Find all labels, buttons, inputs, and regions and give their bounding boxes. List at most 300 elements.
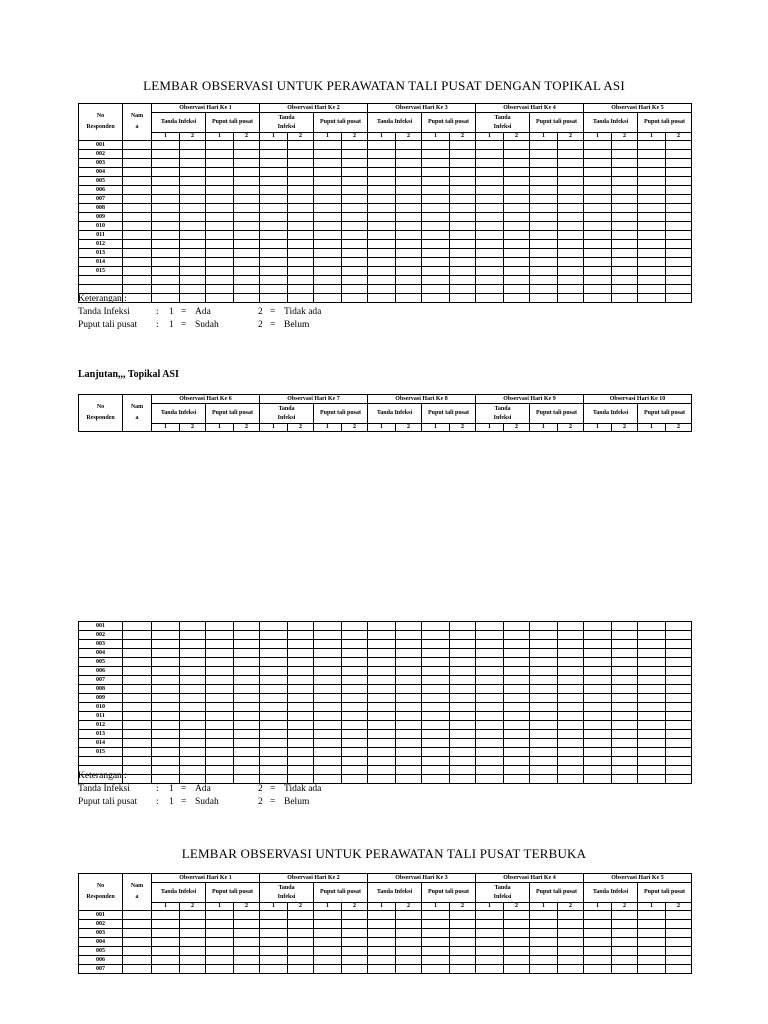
data-cell (152, 658, 180, 667)
responden-number: 012 (79, 721, 123, 730)
data-cell (530, 285, 558, 294)
header-row-categories (79, 404, 692, 424)
data-cell (666, 920, 692, 929)
table-row (79, 929, 692, 938)
data-cell (152, 956, 180, 965)
data-cell (558, 204, 584, 213)
data-cell (504, 168, 530, 177)
data-cell (180, 649, 206, 658)
data-cell (206, 249, 234, 258)
data-cell (342, 730, 368, 739)
data-cell (396, 911, 422, 920)
data-cell (612, 150, 638, 159)
data-cell (260, 276, 288, 285)
data-cell (314, 204, 342, 213)
data-cell (558, 240, 584, 249)
data-cell (666, 622, 692, 631)
data-cell (558, 748, 584, 757)
data-cell (638, 911, 666, 920)
data-cell (288, 739, 314, 748)
data-cell (368, 920, 396, 929)
data-cell (342, 640, 368, 649)
subcol-1: 1 (260, 133, 288, 141)
data-cell (558, 712, 584, 721)
data-cell (206, 965, 234, 974)
data-cell (504, 938, 530, 947)
data-cell (368, 213, 396, 222)
data-cell (234, 667, 260, 676)
data-cell (584, 640, 612, 649)
data-cell (314, 168, 342, 177)
responden-number: 013 (79, 249, 123, 258)
nama-label-bottom: a (135, 894, 139, 900)
data-cell (530, 920, 558, 929)
data-cell (152, 150, 180, 159)
data-cell (504, 694, 530, 703)
data-cell (584, 213, 612, 222)
data-cell (123, 938, 152, 947)
data-cell (368, 649, 396, 658)
responden-label: Responden (86, 124, 115, 130)
data-cell (530, 667, 558, 676)
legend-colon: : (156, 307, 159, 317)
table-row (79, 658, 692, 667)
data-cell (504, 222, 530, 231)
data-cell (314, 231, 342, 240)
data-cell (504, 920, 530, 929)
tanda-infeksi-header: Tanda Infeksi (368, 113, 422, 133)
puput-tali-pusat-header: Puput tali pusat (422, 883, 476, 903)
data-cell (558, 649, 584, 658)
data-cell (368, 141, 396, 150)
table-row-empty (79, 766, 692, 775)
subcol-2: 2 (504, 133, 530, 141)
data-cell (260, 267, 288, 276)
data-cell (123, 649, 152, 658)
subcol-2: 2 (666, 424, 692, 432)
data-cell (584, 294, 612, 303)
table-row (79, 159, 692, 168)
data-cell (123, 739, 152, 748)
data-cell (288, 159, 314, 168)
puput-tali-pusat-header: Puput tali pusat (422, 113, 476, 133)
data-cell (612, 285, 638, 294)
data-cell (558, 766, 584, 775)
data-cell (476, 294, 504, 303)
data-cell (152, 622, 180, 631)
data-cell (638, 739, 666, 748)
subcol-2: 2 (180, 903, 206, 911)
data-cell (260, 240, 288, 249)
data-cell (314, 649, 342, 658)
puput-tali-pusat-header: Puput tali pusat (206, 404, 260, 424)
data-cell (314, 766, 342, 775)
data-cell (123, 222, 152, 231)
no-responden-header (79, 395, 123, 432)
data-cell (342, 712, 368, 721)
subcol-1: 1 (422, 133, 450, 141)
data-cell (260, 685, 288, 694)
data-cell (638, 703, 666, 712)
data-cell (180, 159, 206, 168)
header-row-days (79, 874, 692, 883)
data-cell (422, 186, 450, 195)
data-cell (342, 938, 368, 947)
data-cell (342, 748, 368, 757)
data-cell (450, 920, 476, 929)
subcol-2: 2 (234, 424, 260, 432)
data-cell (288, 748, 314, 757)
data-cell (558, 667, 584, 676)
infeksi-label: Infeksi (277, 123, 296, 130)
data-cell (396, 676, 422, 685)
data-cell (288, 929, 314, 938)
responden-number: 002 (79, 631, 123, 640)
data-cell (180, 911, 206, 920)
data-cell (368, 703, 396, 712)
data-cell (476, 213, 504, 222)
data-cell (584, 141, 612, 150)
data-cell (342, 141, 368, 150)
data-cell (558, 947, 584, 956)
legend-value-2: Tidak ada (284, 784, 322, 794)
data-cell (666, 712, 692, 721)
data-cell (476, 159, 504, 168)
data-cell (396, 294, 422, 303)
data-cell (504, 956, 530, 965)
data-cell (530, 947, 558, 956)
data-cell (558, 757, 584, 766)
subcol-2: 2 (342, 903, 368, 911)
no-label: No (96, 404, 105, 410)
puput-tali-pusat-header: Puput tali pusat (422, 404, 476, 424)
data-cell (152, 694, 180, 703)
data-cell (396, 748, 422, 757)
data-cell (638, 766, 666, 775)
table-row (79, 694, 692, 703)
data-cell (666, 965, 692, 974)
day-header: Observasi Hari Ke 3 (368, 104, 476, 113)
data-cell (450, 276, 476, 285)
data-cell (476, 947, 504, 956)
data-cell (450, 159, 476, 168)
data-cell (612, 622, 638, 631)
data-cell (450, 703, 476, 712)
data-cell (234, 222, 260, 231)
data-cell (476, 766, 504, 775)
data-cell (342, 956, 368, 965)
data-cell (260, 703, 288, 712)
data-cell (530, 240, 558, 249)
table-row (79, 649, 692, 658)
data-cell (368, 929, 396, 938)
data-cell (504, 276, 530, 285)
data-cell (180, 141, 206, 150)
data-cell (180, 231, 206, 240)
header-row-subcolumns (79, 133, 692, 141)
data-cell (558, 168, 584, 177)
data-cell (638, 712, 666, 721)
subcol-2: 2 (558, 424, 584, 432)
data-cell (666, 285, 692, 294)
day-header: Observasi Hari Ke 2 (260, 874, 368, 883)
data-cell (368, 694, 396, 703)
responden-number: 003 (79, 929, 123, 938)
data-cell (396, 631, 422, 640)
data-cell (530, 622, 558, 631)
data-cell (584, 649, 612, 658)
data-cell (260, 929, 288, 938)
data-cell (152, 159, 180, 168)
data-cell (422, 920, 450, 929)
responden-number: 004 (79, 649, 123, 658)
data-cell (638, 622, 666, 631)
data-cell (558, 730, 584, 739)
data-cell (612, 965, 638, 974)
data-cell (396, 929, 422, 938)
data-cell (342, 685, 368, 694)
data-cell (152, 739, 180, 748)
data-cell (152, 141, 180, 150)
data-cell (260, 956, 288, 965)
data-cell (206, 141, 234, 150)
data-cell (314, 947, 342, 956)
data-cell (476, 721, 504, 730)
data-cell (450, 775, 476, 784)
data-cell (504, 186, 530, 195)
data-cell (584, 694, 612, 703)
data-cell (180, 676, 206, 685)
data-cell (504, 658, 530, 667)
puput-tali-pusat-header: Puput tali pusat (314, 404, 368, 424)
data-cell (152, 965, 180, 974)
data-cell (180, 213, 206, 222)
data-cell (530, 685, 558, 694)
data-cell (314, 240, 342, 249)
data-cell (180, 195, 206, 204)
data-cell (638, 658, 666, 667)
subcol-2: 2 (180, 133, 206, 141)
data-cell (476, 920, 504, 929)
data-cell (558, 739, 584, 748)
data-cell (342, 249, 368, 258)
data-cell (530, 195, 558, 204)
data-cell (450, 947, 476, 956)
data-cell (422, 294, 450, 303)
data-cell (396, 285, 422, 294)
data-cell (260, 204, 288, 213)
tanda-label: Tanda (278, 114, 295, 121)
data-cell (638, 685, 666, 694)
data-cell (450, 186, 476, 195)
data-cell (476, 285, 504, 294)
data-cell (638, 947, 666, 956)
data-cell (666, 730, 692, 739)
data-cell (152, 703, 180, 712)
keterangan-label: Keterangan : (78, 294, 127, 304)
data-cell (476, 965, 504, 974)
data-cell (504, 213, 530, 222)
legend-code-2: 2 (258, 797, 263, 807)
data-cell (530, 703, 558, 712)
subcol-2: 2 (396, 903, 422, 911)
data-cell (206, 947, 234, 956)
data-cell (152, 766, 180, 775)
subcol-2: 2 (612, 133, 638, 141)
data-cell (206, 294, 234, 303)
data-cell (368, 739, 396, 748)
data-cell (666, 766, 692, 775)
data-cell (368, 658, 396, 667)
data-cell (612, 911, 638, 920)
data-cell (314, 938, 342, 947)
data-cell (288, 694, 314, 703)
data-cell (342, 186, 368, 195)
data-cell (638, 956, 666, 965)
table-row (79, 240, 692, 249)
data-cell (152, 231, 180, 240)
day-header: Observasi Hari Ke 7 (260, 395, 368, 404)
data-cell (558, 159, 584, 168)
data-cell (530, 258, 558, 267)
data-cell (666, 739, 692, 748)
data-cell (342, 276, 368, 285)
subcol-2: 2 (558, 133, 584, 141)
table-row (79, 938, 692, 947)
data-cell (450, 721, 476, 730)
data-cell (638, 676, 666, 685)
data-cell (206, 920, 234, 929)
data-cell (206, 240, 234, 249)
data-cell (260, 222, 288, 231)
data-cell (612, 213, 638, 222)
responden-number: 008 (79, 685, 123, 694)
data-cell (584, 766, 612, 775)
data-cell (260, 141, 288, 150)
data-cell (612, 730, 638, 739)
data-cell (530, 712, 558, 721)
data-cell (342, 766, 368, 775)
data-cell (342, 222, 368, 231)
data-cell (123, 685, 152, 694)
legend-equals: = (181, 797, 187, 807)
data-cell (584, 249, 612, 258)
header-row-categories (79, 113, 692, 133)
data-cell (666, 757, 692, 766)
subcol-1: 1 (638, 903, 666, 911)
data-cell (206, 956, 234, 965)
data-cell (206, 929, 234, 938)
data-cell (504, 195, 530, 204)
responden-number: 001 (79, 622, 123, 631)
data-cell (123, 631, 152, 640)
header-row-days (79, 395, 692, 404)
data-cell (342, 965, 368, 974)
data-cell (234, 775, 260, 784)
data-cell (288, 204, 314, 213)
data-cell (368, 721, 396, 730)
data-cell (530, 956, 558, 965)
subcol-2: 2 (396, 424, 422, 432)
data-cell (234, 186, 260, 195)
day-header: Observasi Hari Ke 4 (476, 874, 584, 883)
data-cell (476, 195, 504, 204)
data-cell (504, 766, 530, 775)
data-cell (342, 694, 368, 703)
responden-number: 005 (79, 658, 123, 667)
data-cell (123, 721, 152, 730)
data-cell (180, 204, 206, 213)
data-cell (180, 965, 206, 974)
data-cell (368, 195, 396, 204)
data-cell (234, 240, 260, 249)
data-cell (234, 947, 260, 956)
data-cell (558, 150, 584, 159)
data-cell (368, 258, 396, 267)
data-cell (288, 168, 314, 177)
subcol-1: 1 (422, 903, 450, 911)
data-cell (123, 703, 152, 712)
data-cell (314, 712, 342, 721)
puput-tali-pusat-header: Puput tali pusat (530, 404, 584, 424)
data-cell (152, 195, 180, 204)
data-cell (314, 929, 342, 938)
data-cell (396, 267, 422, 276)
data-cell (612, 294, 638, 303)
data-cell (422, 748, 450, 757)
data-cell (342, 204, 368, 213)
subcol-2: 2 (612, 903, 638, 911)
data-cell (422, 929, 450, 938)
subcol-1: 1 (530, 903, 558, 911)
data-cell (638, 186, 666, 195)
observation-table (78, 394, 692, 432)
data-cell (666, 294, 692, 303)
data-cell (180, 766, 206, 775)
data-cell (152, 649, 180, 658)
data-cell (260, 249, 288, 258)
legend-colon: : (156, 320, 159, 330)
data-cell (123, 965, 152, 974)
data-cell (314, 213, 342, 222)
data-cell (234, 757, 260, 766)
data-cell (260, 757, 288, 766)
data-cell (288, 938, 314, 947)
table-row (79, 267, 692, 276)
data-cell (234, 159, 260, 168)
data-cell (476, 730, 504, 739)
data-cell (530, 748, 558, 757)
data-cell (476, 622, 504, 631)
subcol-2: 2 (666, 133, 692, 141)
data-cell (152, 667, 180, 676)
data-cell (342, 168, 368, 177)
data-cell (530, 267, 558, 276)
observation-table (78, 103, 692, 303)
data-cell (504, 249, 530, 258)
responden-number: 005 (79, 947, 123, 956)
data-cell (314, 658, 342, 667)
data-cell (123, 757, 152, 766)
data-cell (396, 775, 422, 784)
data-cell (584, 712, 612, 721)
legend-label: Tanda Infeksi (78, 307, 130, 317)
data-cell (530, 186, 558, 195)
data-cell (180, 685, 206, 694)
data-cell (666, 703, 692, 712)
data-cell (612, 177, 638, 186)
data-cell (504, 757, 530, 766)
